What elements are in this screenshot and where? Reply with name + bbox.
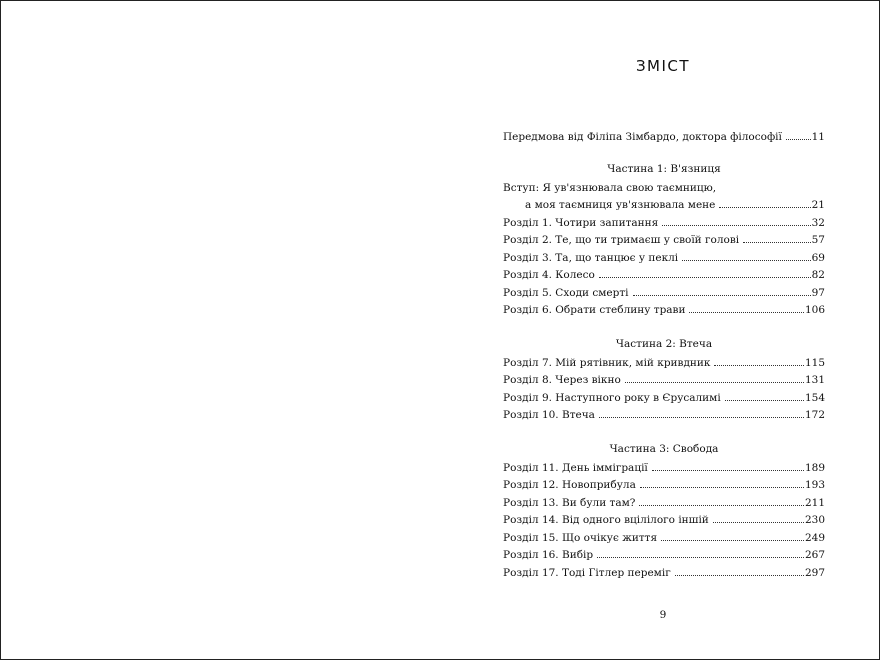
toc-entry-page: 249	[804, 531, 825, 544]
toc-entry-page: 82	[811, 269, 825, 281]
toc-entry-label: Розділ 8. Через вікно	[503, 374, 621, 386]
toc-entry	[503, 460, 825, 478]
leader-dots	[719, 206, 810, 208]
toc-entry	[503, 547, 825, 565]
part-heading: Частина 2: Втеча	[615, 337, 713, 350]
toc-entry	[503, 302, 825, 320]
toc-entry-preface	[503, 129, 825, 147]
toc-entry-page: 267	[804, 549, 825, 561]
toc-entry-page: 11	[811, 131, 825, 143]
toc-entry-label: Розділ 12. Новоприбула	[503, 479, 636, 491]
leader-dots	[714, 364, 803, 366]
toc-entry-page: 106	[804, 304, 825, 316]
toc-entry-label: Розділ 17. Тоді Гітлер переміг	[503, 566, 671, 579]
leader-dots	[639, 504, 804, 506]
toc-entry-page: 115	[804, 356, 825, 369]
toc-entry-label: Розділ 2. Те, що ти тримаєш у своїй голові	[503, 234, 740, 246]
toc-entry	[503, 477, 825, 495]
leader-dots	[633, 294, 811, 296]
leader-dots	[689, 311, 803, 313]
toc-entry-page: 193	[804, 479, 825, 491]
toc-entry-page: 32	[811, 216, 825, 229]
toc-entry	[503, 372, 825, 390]
toc-entry	[503, 407, 825, 425]
toc-entry	[503, 565, 825, 583]
toc-entry-label-continued: а моя таємниця ув'язнювала мене	[525, 199, 716, 211]
toc-entry	[503, 512, 825, 530]
leader-dots	[597, 556, 804, 558]
toc-entry-label: Розділ 4. Колесо	[503, 269, 595, 281]
leader-dots	[640, 486, 804, 488]
toc-entry-page: 97	[811, 286, 825, 299]
toc-entry-page: 21	[811, 199, 825, 211]
toc-entry	[503, 232, 825, 250]
toc-entry	[503, 267, 825, 285]
leader-dots	[599, 416, 804, 418]
toc-entry	[503, 250, 825, 268]
toc-entry-label: Розділ 7. Мій рятівник, мій кривдник	[503, 356, 711, 369]
toc-entry-page: 189	[804, 461, 825, 474]
toc-entry-label: Розділ 14. Від одного вцілілого іншій	[503, 514, 709, 526]
leader-dots	[625, 381, 804, 383]
toc-entry	[503, 355, 825, 373]
toc-entry-page: 172	[804, 409, 825, 421]
part-heading: Частина 1: В'язниця	[607, 162, 721, 175]
toc-entry-page: 57	[811, 234, 825, 246]
leader-dots	[713, 521, 804, 523]
leader-dots	[662, 224, 810, 226]
leader-dots	[675, 574, 804, 576]
toc-entry-page: 297	[804, 566, 825, 579]
toc-entry	[503, 215, 825, 233]
toc-entry-page: 69	[811, 251, 825, 264]
toc-title: ЗМІСТ	[635, 57, 691, 75]
toc-entry-label: Розділ 10. Втеча	[503, 409, 595, 421]
leader-dots	[743, 241, 811, 243]
toc-entry-label: Вступ: Я ув'язнювала свою таємницю,	[503, 181, 717, 194]
toc-entry-page: 154	[804, 391, 825, 404]
toc-entry	[503, 495, 825, 513]
toc-entry-label: Розділ 3. Та, що танцює у пеклі	[503, 251, 679, 264]
toc-entry	[503, 530, 825, 548]
toc-entry-label: Розділ 5. Сходи смерті	[503, 286, 629, 299]
leader-dots	[786, 138, 811, 140]
leader-dots	[599, 276, 811, 278]
toc-entry-page: 131	[804, 374, 825, 386]
toc-entry-label: Розділ 6. Обрати стеблину трави	[503, 304, 686, 316]
toc-entry	[503, 285, 825, 303]
toc-entry-label: Розділ 9. Наступного року в Єрусалимі	[503, 391, 721, 404]
toc-entry-page: 211	[804, 496, 825, 509]
toc-entry-label: Розділ 13. Ви були там?	[503, 496, 636, 509]
leader-dots	[661, 539, 804, 541]
leader-dots	[725, 399, 804, 401]
toc-entry-label: Розділ 11. День імміграції	[503, 461, 648, 474]
toc-entry-intro	[503, 180, 825, 215]
toc-entry	[503, 390, 825, 408]
toc-entry-label: Розділ 1. Чотири запитання	[503, 216, 659, 229]
part-heading: Частина 3: Свобода	[609, 442, 719, 455]
leader-dots	[682, 259, 810, 261]
page-number: 9	[659, 609, 667, 621]
toc-entry-label: Розділ 16. Вибір	[503, 549, 594, 561]
table-of-contents	[503, 129, 825, 582]
toc-entry-label: Передмова від Філіпа Зімбардо, доктора філософії	[503, 131, 782, 143]
leader-dots	[652, 469, 804, 471]
toc-entry-label: Розділ 15. Що очікує життя	[503, 531, 658, 544]
toc-entry-page: 230	[804, 514, 825, 526]
